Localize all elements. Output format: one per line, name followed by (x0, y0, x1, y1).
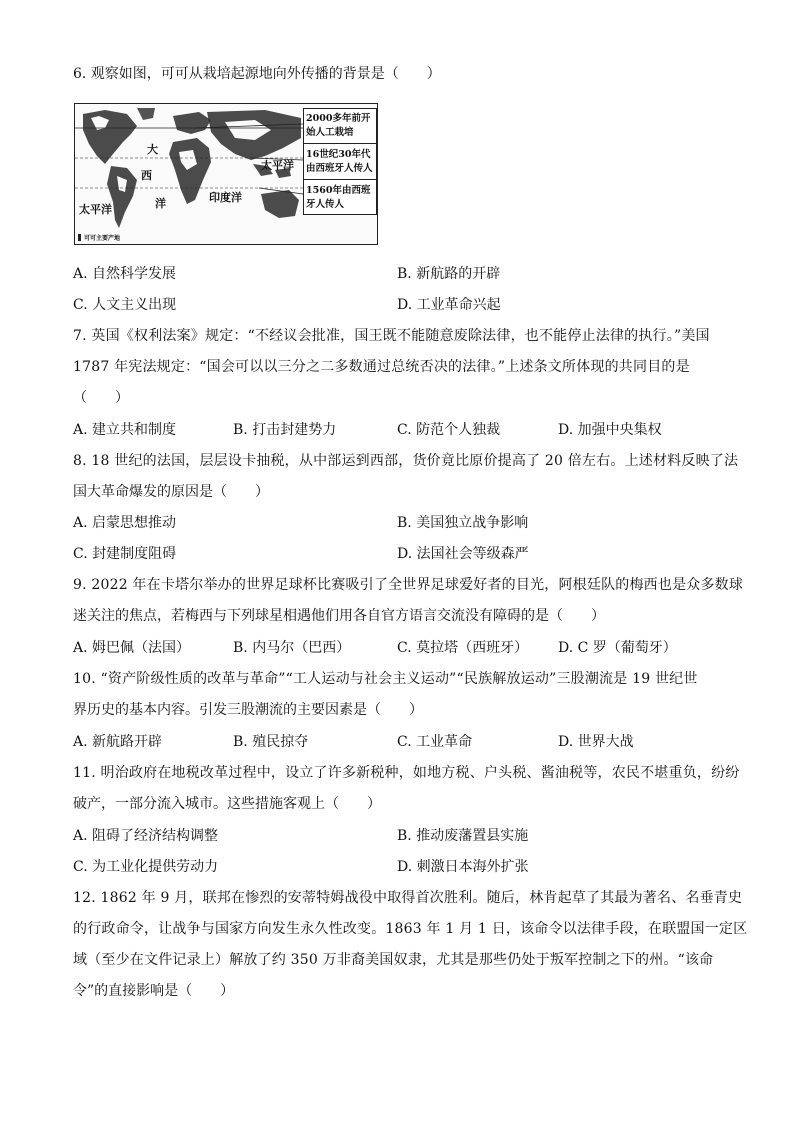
q8-line-1: 8. 18 世纪的法国，层层设卡抽税，从中部运到西部，货价竟比原价提高了 20 倍左右。上述材料反映了法 (73, 453, 739, 469)
q9-line-2: 迷关注的焦点，若梅西与下列球星相遇他们用各自官方语言交流没有障碍的是（ ） (73, 608, 605, 624)
legend-line: 牙人传人 (306, 199, 345, 210)
q10-line-2: 界历史的基本内容。引发三股潮流的主要因素是（ ） (73, 702, 423, 718)
map-label-atlantic-2: 西 (141, 169, 152, 182)
q12-line-2: 的行政命令，让战争与国家方向发生永久性改变。1863 年 1 月 1 日，该命令以法律手段，在联盟国一定区 (73, 921, 748, 937)
map-label-atlantic-3: 洋 (155, 197, 166, 210)
map-label-atlantic-1: 大 (147, 143, 158, 156)
q8-option-c: C. 封建制度阻碍 (73, 546, 177, 562)
map-label-pacific-east: 太平洋 (261, 159, 294, 172)
q12-line-4: 令”的直接影响是（ ） (73, 983, 235, 999)
q8-option-b: B. 美国独立战争影响 (397, 515, 529, 531)
q10-option-b: B. 殖民掠夺 (233, 734, 309, 750)
q8-option-a: A. 启蒙思想推动 (73, 515, 177, 531)
q6-stem: 6. 观察如图，可可从栽培起源地向外传播的背景是（ ） (73, 66, 441, 82)
q12-line-1: 12. 1862 年 9 月，联邦在惨烈的安蒂特姆战役中取得首次胜利。随后，林肯起草了其最为著名、名垂青史 (73, 890, 743, 906)
q10-option-a: A. 新航路开辟 (73, 734, 163, 750)
q11-option-b: B. 推动废藩置县实施 (397, 828, 529, 844)
legend-line: 2000多年前开 (306, 113, 371, 124)
q7-option-d: D. 加强中央集权 (558, 422, 662, 438)
q6-option-b: B. 新航路的开辟 (397, 266, 501, 282)
q9-option-a: A. 姆巴佩（法国） (73, 640, 191, 656)
q11-line-2: 破产，一部分流入城市。这些措施客观上（ ） (73, 796, 381, 812)
q9-option-b: B. 内马尔（巴西） (233, 640, 351, 656)
cocoa-spread-map (74, 103, 378, 245)
map-label-pacific-west: 太平洋 (79, 203, 112, 216)
q8-line-2: 国大革命爆发的原因是（ ） (73, 484, 269, 500)
q10-option-c: C. 工业革命 (397, 734, 473, 750)
map-label-indian-ocean: 印度洋 (209, 191, 242, 204)
legend-line: 始人工栽培 (306, 127, 354, 138)
q7-option-a: A. 建立共和制度 (73, 422, 177, 438)
q7-line-1: 7. 英国《权利法案》规定：“不经议会批准，国王既不能随意废除法律，也不能停止法律的执行。”美国 (73, 328, 710, 344)
q6-option-a: A. 自然科学发展 (73, 266, 177, 282)
legend-line: 1560年由西班 (306, 185, 371, 196)
q9-option-c: C. 莫拉塔（西班牙） (397, 640, 529, 656)
legend-line: 由西班牙人传人 (306, 163, 373, 174)
q11-option-d: D. 刺激日本海外扩张 (397, 859, 529, 875)
q7-option-c: C. 防范个人独裁 (397, 422, 501, 438)
q12-line-3: 域（至少在文件记录上）解放了约 350 万非裔美国奴隶，尤其是那些仍处于叛军控制之下的州。“该命 (73, 952, 714, 968)
q10-option-d: D. 世界大战 (558, 734, 634, 750)
map-legend (303, 108, 377, 215)
map-note: 可可主要产地 (84, 235, 121, 242)
q11-option-c: C. 为工业化提供劳动力 (73, 859, 219, 875)
q9-option-d: D. C 罗（葡萄牙） (558, 640, 677, 656)
q10-line-1: 10. “资产阶级性质的改革与革命”“工人运动与社会主义运动”“民族解放运动”三股潮流是 19 世纪世 (73, 671, 698, 687)
q7-line-2: 1787 年宪法规定：“国会可以以三分之二多数通过总统否决的法律。”上述条文所体现的共同目的是 (73, 359, 690, 375)
q7-option-b: B. 打击封建势力 (233, 422, 337, 438)
q6-option-c: C. 人文主义出现 (73, 297, 177, 313)
q9-line-1: 9. 2022 年在卡塔尔举办的世界足球杯比赛吸引了全世界足球爱好者的目光，阿根廷队的梅西也是众多数球 (73, 577, 744, 593)
q11-line-1: 11. 明治政府在地税改革过程中，设立了许多新税种，如地方税、户头税、酱油税等，农民不堪重负，纷纷 (73, 765, 740, 781)
legend-line: 16世纪30年代 (306, 149, 371, 160)
q11-option-a: A. 阻碍了经济结构调整 (73, 828, 219, 844)
q6-option-d: D. 工业革命兴起 (397, 297, 501, 313)
q7-line-3: （ ） (73, 390, 129, 406)
q8-option-d: D. 法国社会等级森严 (397, 546, 529, 562)
